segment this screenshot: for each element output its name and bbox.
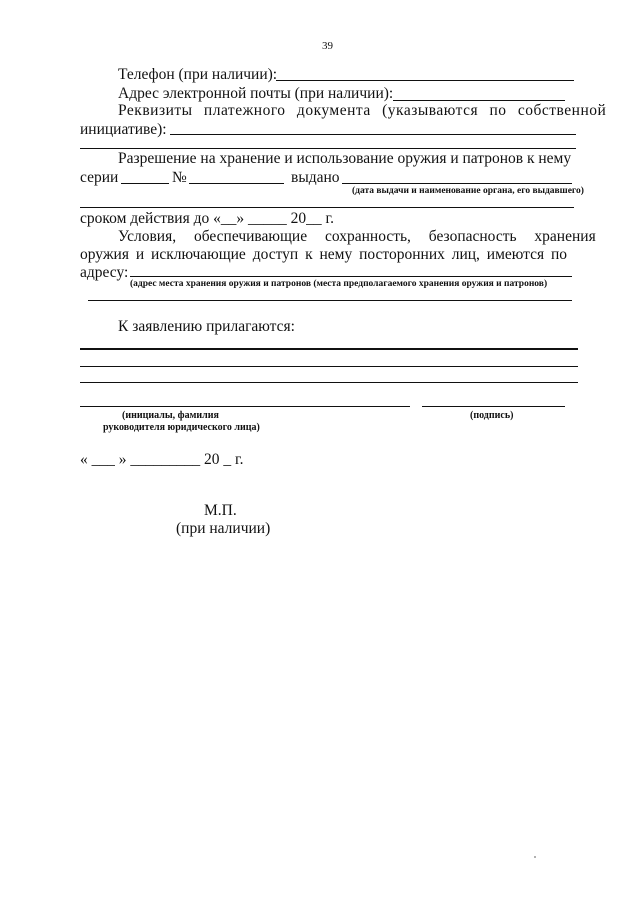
email-label: Адрес электронной почты (при наличии): bbox=[118, 85, 394, 102]
conditions-line2: оружия и исключающие доступ к нему посторонних лиц, имеются по bbox=[80, 246, 568, 263]
permit-series-line bbox=[121, 183, 169, 184]
permit-label-line1: Разрешение на хранение и использование оружия и патронов к нему bbox=[118, 150, 572, 167]
payment-label-line2: инициативе): bbox=[80, 121, 167, 138]
phone-field-line bbox=[276, 80, 574, 81]
permit-issued-line bbox=[342, 183, 572, 184]
permit-issued-caption: (дата выдачи и наименование органа, его выдавшего) bbox=[352, 186, 584, 196]
attachments-line2 bbox=[80, 366, 578, 367]
attachments-line1 bbox=[80, 348, 578, 350]
address-field-line1 bbox=[130, 276, 572, 277]
signature-caption: (подпись) bbox=[470, 410, 514, 421]
scan-speck bbox=[534, 856, 536, 858]
stamp-label: М.П. bbox=[204, 502, 237, 519]
permit-number-line bbox=[189, 183, 284, 184]
attachments-label: К заявлению прилагаются: bbox=[118, 318, 295, 335]
page-number: 39 bbox=[322, 40, 333, 52]
payment-label-line1: Реквизиты платежного документа (указываются по собственной bbox=[118, 102, 607, 119]
conditions-line3: адресу: bbox=[80, 264, 129, 281]
payment-field-line1 bbox=[170, 134, 576, 135]
validity-text: сроком действия до «__» _____ 20__ г. bbox=[80, 210, 334, 227]
signature-line bbox=[422, 406, 565, 407]
phone-label: Телефон (при наличии): bbox=[118, 66, 278, 83]
permit-series-label: серии bbox=[80, 169, 119, 186]
email-field-line bbox=[393, 100, 565, 101]
address-caption: (адрес места хранения оружия и патронов (места предполагаемого хранения оружия и патронов) bbox=[130, 279, 548, 289]
permit-number-label: № bbox=[172, 169, 187, 186]
payment-field-line2 bbox=[80, 148, 576, 149]
initials-caption-line2: руководителя юридического лица) bbox=[103, 422, 260, 433]
attachments-line3 bbox=[80, 382, 578, 383]
initials-line bbox=[80, 406, 410, 407]
initials-caption-line1: (инициалы, фамилия bbox=[122, 410, 219, 421]
address-field-line2 bbox=[88, 300, 572, 301]
permit-issued-line2 bbox=[80, 207, 574, 208]
date-text: « ___ » _________ 20 _ г. bbox=[80, 451, 244, 468]
permit-issued-label: выдано bbox=[291, 169, 340, 186]
stamp-note: (при наличии) bbox=[176, 520, 271, 537]
conditions-line1: Условия, обеспечивающие сохранность, безопасность хранения bbox=[118, 228, 596, 245]
